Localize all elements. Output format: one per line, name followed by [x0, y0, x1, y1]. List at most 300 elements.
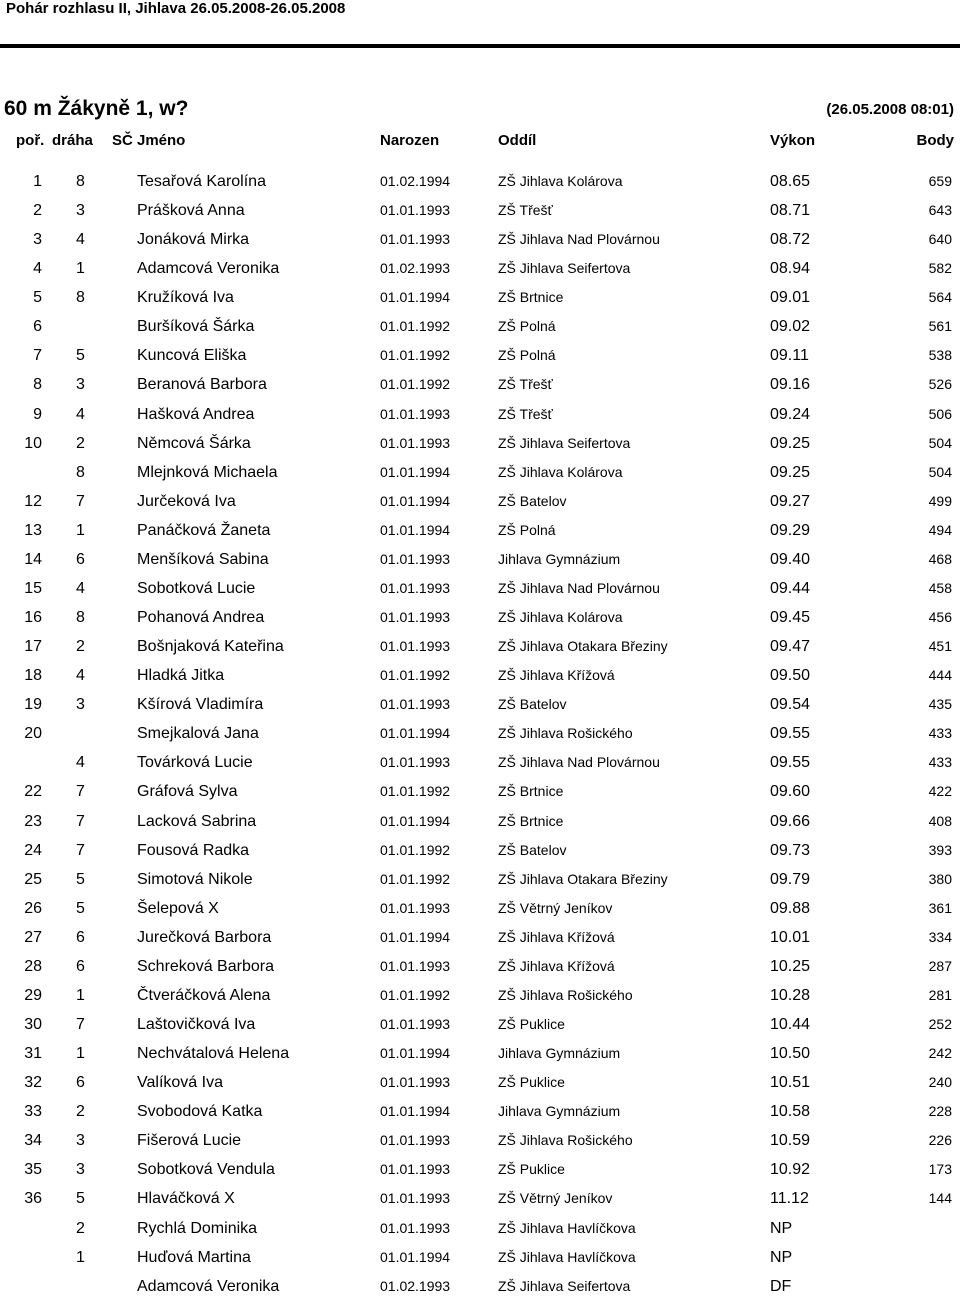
name-cell: Tesařová Karolína: [137, 173, 266, 190]
result-cell: NP: [770, 1249, 793, 1266]
result-cell: 09.45: [770, 609, 811, 626]
col-header-sc: SČ: [112, 132, 133, 149]
lane-cell: 6: [76, 1074, 85, 1091]
name-cell: Menšíková Sabina: [137, 551, 269, 568]
rank-cell: 14: [24, 551, 42, 568]
col-header-narozen: Narozen: [380, 132, 440, 149]
result-cell: 09.73: [770, 842, 811, 859]
rank-cell: 1: [33, 173, 42, 190]
points-cell: 435: [928, 696, 952, 712]
points-cell: 433: [928, 725, 952, 741]
points-cell: 640: [928, 231, 952, 247]
result-cell: DF: [770, 1278, 792, 1295]
result-cell: 09.47: [770, 638, 811, 655]
table-row: [0, 574, 960, 603]
lane-cell: 4: [76, 667, 85, 684]
rank-cell: 28: [24, 958, 42, 975]
club-cell: ZŠ Polná: [498, 522, 556, 538]
points-cell: 582: [928, 260, 952, 276]
birthdate-cell: 01.01.1993: [380, 202, 451, 218]
name-cell: Kšírová Vladimíra: [137, 696, 264, 713]
birthdate-cell: 01.01.1993: [380, 1220, 451, 1236]
result-cell: 09.25: [770, 435, 811, 452]
lane-cell: 4: [76, 754, 85, 771]
points-cell: 444: [928, 667, 952, 683]
lane-cell: 3: [76, 202, 85, 219]
rank-cell: 8: [33, 376, 42, 393]
rank-cell: 25: [24, 871, 42, 888]
club-cell: ZŠ Jihlava Havlíčkova: [498, 1220, 636, 1236]
birthdate-cell: 01.01.1993: [380, 1161, 451, 1177]
birthdate-cell: 01.01.1993: [380, 900, 451, 916]
club-cell: ZŠ Jihlava Křížová: [498, 958, 615, 974]
name-cell: Prášková Anna: [137, 202, 245, 219]
club-cell: ZŠ Jihlava Nad Plovárnou: [498, 754, 660, 770]
table-row: [0, 1039, 960, 1068]
name-cell: Valíková Iva: [137, 1074, 223, 1091]
lane-cell: 5: [76, 1190, 85, 1207]
name-cell: Šelepová X: [137, 900, 219, 917]
birthdate-cell: 01.01.1992: [380, 871, 451, 887]
club-cell: ZŠ Jihlava Rošického: [498, 725, 633, 741]
lane-cell: 7: [76, 842, 85, 859]
name-cell: Schreková Barbora: [137, 958, 274, 975]
club-cell: ZŠ Batelov: [498, 493, 567, 509]
rank-cell: 15: [24, 580, 42, 597]
name-cell: Bošnjaková Kateřina: [137, 638, 284, 655]
event-title: 60 m Žákyně 1, w?: [4, 97, 189, 120]
club-cell: ZŠ Jihlava Nad Plovárnou: [498, 231, 660, 247]
name-cell: Panáčková Žaneta: [137, 522, 271, 539]
header-divider: [0, 44, 960, 48]
birthdate-cell: 01.01.1994: [380, 1045, 451, 1061]
result-cell: 09.16: [770, 376, 811, 393]
birthdate-cell: 01.01.1992: [380, 842, 451, 858]
name-cell: Kuncová Eliška: [137, 347, 247, 364]
table-row: [0, 632, 960, 661]
name-cell: Čtveráčková Alena: [137, 987, 271, 1004]
club-cell: ZŠ Jihlava Rošického: [498, 987, 633, 1003]
table-row: [0, 748, 960, 777]
table-row: [0, 661, 960, 690]
rank-cell: 20: [24, 725, 42, 742]
lane-cell: 8: [76, 173, 85, 190]
result-cell: 08.94: [770, 260, 811, 277]
table-row: [0, 545, 960, 574]
col-header-poradi: poř.: [16, 132, 45, 149]
table-row: [0, 894, 960, 923]
birthdate-cell: 01.01.1994: [380, 929, 451, 945]
points-cell: 228: [928, 1103, 952, 1119]
lane-cell: 3: [76, 696, 85, 713]
birthdate-cell: 01.01.1993: [380, 580, 451, 596]
birthdate-cell: 01.01.1993: [380, 406, 451, 422]
lane-cell: 5: [76, 900, 85, 917]
rank-cell: 13: [24, 522, 42, 539]
club-cell: ZŠ Puklice: [498, 1161, 565, 1177]
lane-cell: 2: [76, 1220, 85, 1237]
name-cell: Sobotková Vendula: [137, 1161, 275, 1178]
rank-cell: 27: [24, 929, 42, 946]
points-cell: 281: [928, 987, 952, 1003]
points-cell: 504: [928, 464, 952, 480]
lane-cell: 2: [76, 1103, 85, 1120]
birthdate-cell: 01.01.1994: [380, 464, 451, 480]
result-cell: 09.27: [770, 493, 811, 510]
lane-cell: 7: [76, 783, 85, 800]
club-cell: ZŠ Jihlava Kolárova: [498, 609, 623, 625]
rank-cell: 35: [24, 1161, 42, 1178]
name-cell: Jurečková Barbora: [137, 929, 272, 946]
club-cell: ZŠ Brtnice: [498, 289, 564, 305]
lane-cell: 7: [76, 813, 85, 830]
birthdate-cell: 01.01.1993: [380, 435, 451, 451]
birthdate-cell: 01.01.1993: [380, 1190, 451, 1206]
rank-cell: 34: [24, 1132, 42, 1149]
club-cell: ZŠ Třešť: [498, 202, 553, 218]
birthdate-cell: 01.01.1994: [380, 1249, 451, 1265]
table-row: [0, 981, 960, 1010]
points-cell: 252: [928, 1016, 952, 1032]
name-cell: Hlaváčková X: [137, 1190, 235, 1207]
lane-cell: 5: [76, 871, 85, 888]
table-row: [0, 807, 960, 836]
club-cell: ZŠ Jihlava Havlíčkova: [498, 1249, 636, 1265]
birthdate-cell: 01.01.1992: [380, 318, 451, 334]
points-cell: 380: [928, 871, 952, 887]
lane-cell: 1: [76, 1249, 85, 1266]
birthdate-cell: 01.01.1994: [380, 493, 451, 509]
lane-cell: 1: [76, 987, 85, 1004]
club-cell: ZŠ Puklice: [498, 1074, 565, 1090]
points-cell: 456: [928, 609, 952, 625]
name-cell: Továrková Lucie: [137, 754, 253, 771]
club-cell: ZŠ Větrný Jeníkov: [498, 1190, 613, 1206]
table-row: [0, 836, 960, 865]
lane-cell: 2: [76, 638, 85, 655]
points-cell: 506: [928, 406, 952, 422]
lane-cell: 1: [76, 1045, 85, 1062]
result-cell: 11.12: [770, 1190, 809, 1207]
name-cell: Hladká Jitka: [137, 667, 225, 684]
points-cell: 393: [928, 842, 952, 858]
result-cell: 09.44: [770, 580, 811, 597]
birthdate-cell: 01.01.1994: [380, 725, 451, 741]
table-row: [0, 1243, 960, 1272]
result-cell: 09.40: [770, 551, 811, 568]
lane-cell: 8: [76, 289, 85, 306]
points-cell: 526: [928, 376, 952, 392]
birthdate-cell: 01.01.1993: [380, 551, 451, 567]
table-row: [0, 952, 960, 981]
club-cell: ZŠ Batelov: [498, 696, 567, 712]
result-cell: 09.11: [770, 347, 809, 364]
result-cell: 10.25: [770, 958, 811, 975]
birthdate-cell: 01.01.1992: [380, 347, 451, 363]
rank-cell: 26: [24, 900, 42, 917]
rank-cell: 4: [33, 260, 42, 277]
birthdate-cell: 01.01.1993: [380, 609, 451, 625]
result-cell: 09.01: [770, 289, 811, 306]
lane-cell: 4: [76, 580, 85, 597]
points-cell: 504: [928, 435, 952, 451]
rank-cell: 33: [24, 1103, 42, 1120]
result-cell: 10.28: [770, 987, 811, 1004]
name-cell: Fousová Radka: [137, 842, 250, 859]
name-cell: Adamcová Veronika: [137, 260, 280, 277]
result-cell: 09.60: [770, 783, 811, 800]
lane-cell: 5: [76, 347, 85, 364]
result-cell: 10.58: [770, 1103, 811, 1120]
table-row: [0, 1126, 960, 1155]
name-cell: Pohanová Andrea: [137, 609, 265, 626]
points-cell: 361: [928, 900, 952, 916]
col-header-jmeno: Jméno: [137, 132, 186, 149]
result-cell: 08.65: [770, 173, 811, 190]
club-cell: Jihlava Gymnázium: [498, 1103, 621, 1119]
result-cell: 10.50: [770, 1045, 811, 1062]
table-row: [0, 1068, 960, 1097]
club-cell: ZŠ Jihlava Křížová: [498, 929, 615, 945]
rank-cell: 17: [24, 638, 42, 655]
result-cell: 10.59: [770, 1132, 811, 1149]
club-cell: Jihlava Gymnázium: [498, 551, 621, 567]
rank-cell: 12: [24, 493, 42, 510]
result-cell: 09.29: [770, 522, 811, 539]
points-cell: 173: [928, 1161, 952, 1177]
table-row: [0, 341, 960, 370]
table-row: [0, 516, 960, 545]
result-cell: 09.55: [770, 725, 811, 742]
lane-cell: 4: [76, 231, 85, 248]
points-cell: 408: [928, 813, 952, 829]
points-cell: 458: [928, 580, 952, 596]
col-header-oddil: Oddíl: [498, 132, 537, 149]
club-cell: ZŠ Jihlava Křížová: [498, 667, 615, 683]
table-row: [0, 1155, 960, 1184]
name-cell: Fišerová Lucie: [137, 1132, 242, 1149]
rank-cell: 9: [33, 406, 42, 423]
name-cell: Gráfová Sylva: [137, 783, 238, 800]
table-row: [0, 283, 960, 312]
rank-cell: 30: [24, 1016, 42, 1033]
table-row: [0, 1010, 960, 1039]
club-cell: ZŠ Batelov: [498, 842, 567, 858]
name-cell: Buršíková Šárka: [137, 318, 255, 335]
name-cell: Jonáková Mirka: [137, 231, 250, 248]
result-cell: 08.72: [770, 231, 811, 248]
points-cell: 242: [928, 1045, 952, 1061]
rank-cell: 5: [33, 289, 42, 306]
birthdate-cell: 01.01.1993: [380, 958, 451, 974]
table-row: [0, 777, 960, 806]
club-cell: ZŠ Polná: [498, 318, 556, 334]
club-cell: ZŠ Puklice: [498, 1016, 565, 1032]
birthdate-cell: 01.01.1993: [380, 638, 451, 654]
result-cell: 10.92: [770, 1161, 811, 1178]
lane-cell: 3: [76, 1161, 85, 1178]
birthdate-cell: 01.02.1994: [380, 173, 451, 189]
birthdate-cell: 01.01.1994: [380, 813, 451, 829]
points-cell: 226: [928, 1132, 952, 1148]
name-cell: Simotová Nikole: [137, 871, 253, 888]
table-row: [0, 487, 960, 516]
club-cell: ZŠ Brtnice: [498, 783, 564, 799]
table-row: [0, 865, 960, 894]
col-header-vykon: Výkon: [770, 132, 816, 149]
table-row: [0, 1097, 960, 1126]
lane-cell: 2: [76, 435, 85, 452]
lane-cell: 4: [76, 406, 85, 423]
birthdate-cell: 01.01.1992: [380, 376, 451, 392]
club-cell: ZŠ Třešť: [498, 376, 553, 392]
result-cell: 10.01: [770, 929, 811, 946]
rank-cell: 36: [24, 1190, 42, 1207]
lane-cell: 6: [76, 551, 85, 568]
points-cell: 659: [928, 173, 952, 189]
result-cell: 09.24: [770, 406, 811, 423]
points-cell: 538: [928, 347, 952, 363]
name-cell: Hašková Andrea: [137, 406, 255, 423]
rank-cell: 22: [24, 783, 42, 800]
points-cell: 468: [928, 551, 952, 567]
birthdate-cell: 01.01.1994: [380, 522, 451, 538]
lane-cell: 1: [76, 522, 85, 539]
points-cell: 240: [928, 1074, 952, 1090]
birthdate-cell: 01.01.1993: [380, 754, 451, 770]
club-cell: ZŠ Brtnice: [498, 813, 564, 829]
table-row: [0, 370, 960, 399]
table-row: [0, 1184, 960, 1213]
name-cell: Sobotková Lucie: [137, 580, 256, 597]
name-cell: Svobodová Katka: [137, 1103, 263, 1120]
points-cell: 451: [928, 638, 952, 654]
lane-cell: 1: [76, 260, 85, 277]
points-cell: 564: [928, 289, 952, 305]
birthdate-cell: 01.01.1993: [380, 1016, 451, 1032]
points-cell: 144: [928, 1190, 952, 1206]
col-header-body: Body: [916, 132, 954, 149]
table-row: [0, 603, 960, 632]
result-cell: 09.50: [770, 667, 811, 684]
table-row: [0, 400, 960, 429]
club-cell: ZŠ Jihlava Otakara Březiny: [498, 638, 668, 654]
points-cell: 422: [928, 783, 952, 799]
result-cell: NP: [770, 1220, 793, 1237]
rank-cell: 19: [24, 696, 42, 713]
lane-cell: 6: [76, 929, 85, 946]
lane-cell: 7: [76, 1016, 85, 1033]
birthdate-cell: 01.01.1994: [380, 289, 451, 305]
name-cell: Laštovičková Iva: [137, 1016, 256, 1033]
result-cell: 08.71: [770, 202, 811, 219]
birthdate-cell: 01.01.1992: [380, 987, 451, 1003]
name-cell: Mlejnková Michaela: [137, 464, 278, 481]
birthdate-cell: 01.01.1993: [380, 231, 451, 247]
rank-cell: 16: [24, 609, 42, 626]
table-row: [0, 458, 960, 487]
name-cell: Kružíková Iva: [137, 289, 234, 306]
rank-cell: 29: [24, 987, 42, 1004]
result-cell: 09.02: [770, 318, 811, 335]
rank-cell: 10: [24, 435, 42, 452]
club-cell: Jihlava Gymnázium: [498, 1045, 621, 1061]
birthdate-cell: 01.01.1992: [380, 783, 451, 799]
name-cell: Nechvátalová Helena: [137, 1045, 290, 1062]
rank-cell: 3: [33, 231, 42, 248]
document-title: Pohár rozhlasu II, Jihlava 26.05.2008-26.05.2008: [6, 0, 346, 17]
rank-cell: 32: [24, 1074, 42, 1091]
lane-cell: 8: [76, 609, 85, 626]
result-cell: 09.55: [770, 754, 811, 771]
club-cell: ZŠ Třešť: [498, 406, 553, 422]
name-cell: Jurčeková Iva: [137, 493, 236, 510]
points-cell: 499: [928, 493, 952, 509]
club-cell: ZŠ Jihlava Kolárova: [498, 464, 623, 480]
birthdate-cell: 01.02.1993: [380, 260, 451, 276]
lane-cell: 8: [76, 464, 85, 481]
table-row: [0, 690, 960, 719]
birthdate-cell: 01.01.1994: [380, 1103, 451, 1119]
points-cell: 433: [928, 754, 952, 770]
name-cell: Beranová Barbora: [137, 376, 267, 393]
result-cell: 09.88: [770, 900, 811, 917]
table-row: [0, 429, 960, 458]
rank-cell: 24: [24, 842, 42, 859]
table-row: [0, 1272, 960, 1301]
name-cell: Lacková Sabrina: [137, 813, 257, 830]
rank-cell: 23: [24, 813, 42, 830]
lane-cell: 3: [76, 376, 85, 393]
birthdate-cell: 01.01.1992: [380, 667, 451, 683]
club-cell: ZŠ Jihlava Nad Plovárnou: [498, 580, 660, 596]
name-cell: Smejkalová Jana: [137, 725, 259, 742]
lane-cell: 7: [76, 493, 85, 510]
club-cell: ZŠ Jihlava Seifertova: [498, 260, 631, 276]
rank-cell: 18: [24, 667, 42, 684]
club-cell: ZŠ Jihlava Seifertova: [498, 435, 631, 451]
name-cell: Adamcová Veronika: [137, 1278, 280, 1295]
table-row: [0, 719, 960, 748]
table-row: [0, 254, 960, 283]
club-cell: ZŠ Polná: [498, 347, 556, 363]
table-row: [0, 225, 960, 254]
club-cell: ZŠ Jihlava Kolárova: [498, 173, 623, 189]
lane-cell: 6: [76, 958, 85, 975]
result-cell: 09.25: [770, 464, 811, 481]
name-cell: Huďová Martina: [137, 1249, 251, 1266]
rank-cell: 7: [33, 347, 42, 364]
club-cell: ZŠ Jihlava Otakara Březiny: [498, 871, 668, 887]
club-cell: ZŠ Větrný Jeníkov: [498, 900, 613, 916]
table-row: [0, 167, 960, 196]
result-cell: 09.54: [770, 696, 811, 713]
birthdate-cell: 01.01.1993: [380, 1074, 451, 1090]
points-cell: 287: [928, 958, 952, 974]
result-cell: 10.44: [770, 1016, 811, 1033]
birthdate-cell: 01.02.1993: [380, 1278, 451, 1294]
name-cell: Rychlá Dominika: [137, 1220, 258, 1237]
table-row: [0, 312, 960, 341]
points-cell: 494: [928, 522, 952, 538]
lane-cell: 3: [76, 1132, 85, 1149]
result-cell: 09.79: [770, 871, 811, 888]
table-row: [0, 1214, 960, 1243]
table-row: [0, 923, 960, 952]
event-time: (26.05.2008 08:01): [826, 101, 954, 118]
points-cell: 561: [928, 318, 952, 334]
birthdate-cell: 01.01.1993: [380, 1132, 451, 1148]
